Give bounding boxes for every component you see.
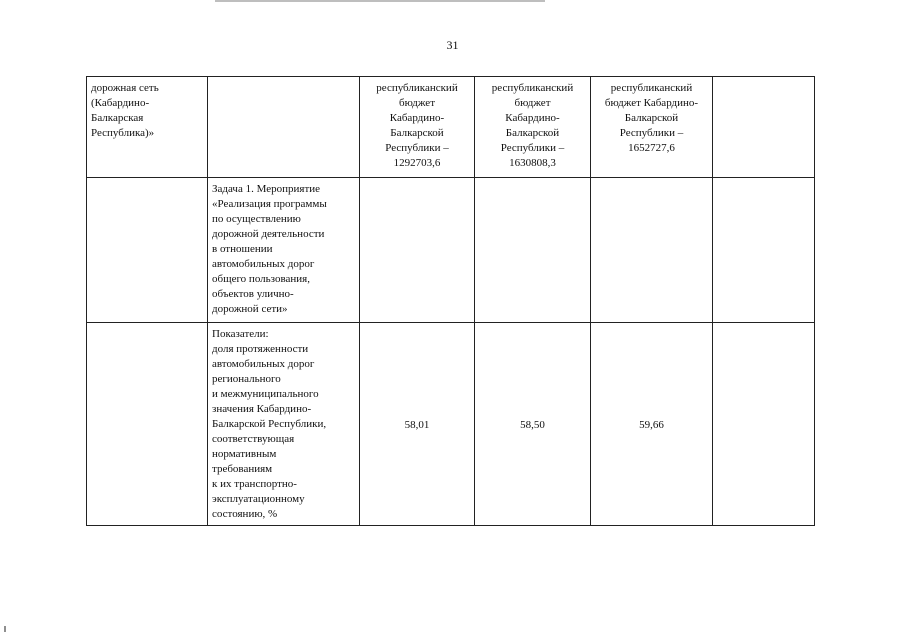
scan-artifact-corner — [4, 626, 6, 632]
table-cell — [475, 178, 591, 323]
indicator-value: 59,66 — [639, 418, 664, 431]
cell-text: республиканский бюджет Кабардино- Балкарской Республики – 1292703,6 — [376, 82, 458, 169]
table-cell — [87, 323, 208, 526]
table-cell — [360, 178, 475, 323]
budget-table — [86, 76, 815, 526]
cell-text: республиканский бюджет Кабардино- Балкарской Республики – 1630808,3 — [491, 82, 574, 169]
table-cell — [360, 323, 475, 526]
table-row — [87, 77, 815, 178]
indicator-value: 58,50 — [520, 418, 545, 431]
table-cell — [713, 323, 815, 526]
table-cell — [713, 77, 815, 178]
table-cell — [591, 77, 713, 178]
page-number: 31 — [446, 38, 459, 52]
cell-text: Показатели: доля протяженности автомобильных дорог регионального и межмуниципального значения Кабардино- Балкарской Республики, соответствующая нормативным требованиям к их транспортно- эксплуатационному состоянию, % — [212, 328, 327, 520]
cell-text: дорожная сеть (Кабардино- Балкарская Республика)» — [91, 82, 159, 139]
table-cell — [475, 77, 591, 178]
table-cell — [591, 178, 713, 323]
table-cell — [208, 178, 360, 323]
table-cell — [591, 323, 713, 526]
cell-text: республиканский бюджет Кабардино- Балкарской Республики – 1652727,6 — [604, 82, 699, 154]
cell-text: Задача 1. Мероприятие «Реализация программы по осуществлению дорожной деятельности в отношении автомобильных дорог общего пользования, объектов улично- дорожной сети» — [212, 183, 327, 315]
table-cell — [208, 323, 360, 526]
indicator-value: 58,01 — [404, 418, 430, 431]
table-row — [87, 178, 815, 323]
scan-artifact-top — [215, 0, 545, 2]
table-row — [87, 323, 815, 526]
table-cell — [713, 178, 815, 323]
table-cell — [208, 77, 360, 178]
table-cell — [87, 178, 208, 323]
table-cell — [475, 323, 591, 526]
table-cell — [87, 77, 208, 178]
table-cell — [360, 77, 475, 178]
